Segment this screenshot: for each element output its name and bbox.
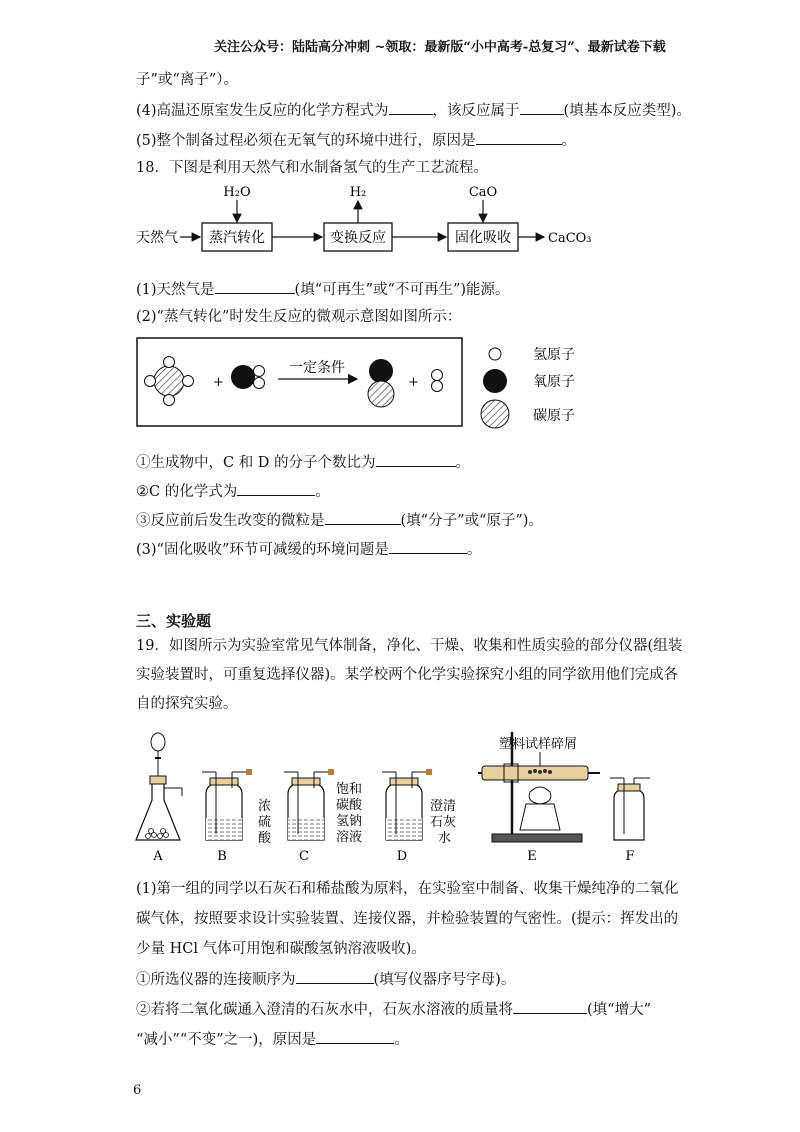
methane-molecule xyxy=(145,357,194,406)
part-1-sub1 xyxy=(136,969,515,990)
apparatus-c-text-3: 氢钠 xyxy=(336,814,363,829)
flow-top-label-3: CaO xyxy=(468,185,498,200)
sub3-text-a: ③反应前后发生改变的微粒是 xyxy=(136,513,325,529)
line-continuation: 子”或“离子”）。 xyxy=(136,72,238,88)
flow-output: CaCO₃ xyxy=(548,231,592,246)
q18-1-text-a: (1)天然气是 xyxy=(136,282,215,298)
apparatus-a xyxy=(136,733,182,864)
apparatus-d-text-3: 水 xyxy=(438,831,452,846)
part-1-line-3: 少量 HCl 气体可用饱和碳酸氢钠溶液吸收)。 xyxy=(136,941,426,957)
s2-text-c: “减小”“不变”之一)，原因是 xyxy=(136,1032,317,1048)
plus-sign: + xyxy=(213,375,224,390)
apparatus-f xyxy=(610,778,650,864)
question-18-title: 18．下图是利用天然气和水制备氢气的生产工艺流程。 xyxy=(136,160,488,176)
q4-text-a: (4)高温还原室发生反应的化学方程式为 xyxy=(136,103,389,119)
part-1-sub2-cont xyxy=(136,1029,409,1050)
apparatus-d-text-2: 石灰 xyxy=(430,815,457,830)
apparatus-c-text-1: 饱和 xyxy=(336,782,363,797)
question-5 xyxy=(136,130,576,151)
apparatus-label-e: E xyxy=(527,849,537,864)
flow-box-2-label: 变换反应 xyxy=(330,230,386,246)
question-19-line-1: 19．如图所示为实验室常见气体制备，净化、干燥、收集和性质实验的部分仪器(组装 xyxy=(136,638,683,654)
apparatus-e xyxy=(478,732,600,864)
q18-1-text-b: (填“可再生”或“不可再生”)能源。 xyxy=(294,282,510,298)
question-18-2-sub3 xyxy=(136,510,543,531)
question-18-2: (2)“蒸气转化”时发生反应的微观示意图如图所示： xyxy=(136,309,462,325)
sub2-text-b: 。 xyxy=(315,484,330,500)
apparatus-label-f: F xyxy=(625,849,635,864)
legend-carbon-icon xyxy=(481,400,509,428)
sub1-text-b: 。 xyxy=(455,455,471,471)
answer-blank[interactable] xyxy=(215,279,295,294)
section-title: 三、实验题 xyxy=(136,612,212,630)
flow-input: 天然气 xyxy=(136,230,178,246)
apparatus-label-a: A xyxy=(153,849,163,864)
part-1-line-2: 碳气体，按照要求设计实验装置、连接仪器，并检验装置的气密性。(提示：挥发出的 xyxy=(136,911,679,927)
apparatus-b xyxy=(202,769,272,864)
answer-blank[interactable] xyxy=(376,452,456,467)
answer-blank[interactable] xyxy=(520,100,564,115)
flow-top-label-2: H₂ xyxy=(349,185,367,200)
question-18-1 xyxy=(136,279,510,300)
s1-text-a: ①所选仪器的连接顺序为 xyxy=(136,972,296,988)
q4-text-b: ，该反应属于 xyxy=(432,103,520,119)
process-flow-diagram xyxy=(130,180,610,255)
s2-text-d: 。 xyxy=(394,1032,409,1048)
apparatus-e-text: 塑料试样碎屑 xyxy=(498,737,578,752)
answer-blank[interactable] xyxy=(389,539,467,554)
legend-hydrogen: 氢原子 xyxy=(533,347,575,363)
legend-carbon: 碳原子 xyxy=(533,408,575,424)
apparatus-b-text-3: 酸 xyxy=(258,831,272,846)
question-19-line-2: 实验装置时，可重复选择仪器)。某学校两个化学实验探究小组的同学欲用他们完成各 xyxy=(136,667,679,683)
q18-3-text-a: (3)“固化吸收”环节可减缓的环境问题是 xyxy=(136,542,389,558)
flow-top-label-1: H₂O xyxy=(223,185,251,200)
legend-oxygen: 氧原子 xyxy=(533,374,575,390)
micro-reaction-diagram xyxy=(135,335,605,435)
apparatus-b-text-2: 硫 xyxy=(258,815,272,830)
apparatus-figure xyxy=(130,722,670,867)
answer-blank[interactable] xyxy=(476,130,562,145)
q5-text-a: (5)整个制备过程必须在无氧气的环境中进行，原因是 xyxy=(136,133,476,149)
apparatus-b-text-1: 浓 xyxy=(258,799,272,814)
q5-text-b: 。 xyxy=(561,133,577,149)
s2-text-a: ②若将二氧化碳通入澄清的石灰水中，石灰水溶液的质量将 xyxy=(136,1002,513,1018)
flow-box-1-label: 蒸汽转化 xyxy=(209,230,265,246)
question-18-2-sub2 xyxy=(136,481,330,502)
plus-sign: + xyxy=(408,375,419,390)
page-number: 6 xyxy=(133,1083,142,1098)
part-1-line-1: (1)第一组的同学以石灰石和稀盐酸为原料，在实验室中制备、收集干燥纯净的二氧化 xyxy=(136,881,679,897)
apparatus-label-d: D xyxy=(396,849,408,864)
question-18-2-sub1 xyxy=(136,452,470,473)
apparatus-d xyxy=(382,769,456,864)
apparatus-c xyxy=(284,769,363,864)
apparatus-d-text-1: 澄清 xyxy=(430,799,457,814)
sub3-text-b: (填“分子”或“原子”)。 xyxy=(400,513,543,529)
answer-blank[interactable] xyxy=(389,100,433,115)
answer-blank[interactable] xyxy=(296,969,374,984)
apparatus-c-text-2: 碳酸 xyxy=(336,798,363,813)
sub2-text-a: ②C 的化学式为 xyxy=(136,484,238,500)
answer-blank[interactable] xyxy=(325,510,401,525)
part-1-sub2 xyxy=(136,999,651,1020)
legend-oxygen-icon xyxy=(483,369,507,393)
answer-blank[interactable] xyxy=(513,999,587,1014)
apparatus-label-c: C xyxy=(299,849,309,864)
hydrogen-molecule xyxy=(432,370,443,392)
question-19-line-3: 自的探究实验。 xyxy=(136,696,238,712)
flow-box-3-label: 固化吸收 xyxy=(455,230,511,246)
apparatus-c-text-4: 溶液 xyxy=(336,830,363,845)
answer-blank[interactable] xyxy=(237,481,315,496)
legend-hydrogen-icon xyxy=(489,348,501,360)
s2-text-b: (填“增大” xyxy=(587,1002,651,1018)
sub1-text-a: ①生成物中，C 和 D 的分子个数比为 xyxy=(136,455,376,471)
s1-text-b: (填写仪器序号字母)。 xyxy=(373,972,516,988)
page-header: 关注公众号：陆陆高分冲刺 ~领取：最新版“小中高考-总复习”、最新试卷下载 xyxy=(214,40,666,55)
question-18-3 xyxy=(136,539,481,560)
apparatus-label-b: B xyxy=(217,849,227,864)
q4-text-c: (填基本反应类型)。 xyxy=(563,103,691,119)
answer-blank[interactable] xyxy=(316,1029,394,1044)
question-4 xyxy=(136,100,691,121)
reaction-condition: 一定条件 xyxy=(289,360,345,376)
water-molecule xyxy=(231,365,265,389)
q18-3-text-b: 。 xyxy=(466,542,482,558)
co-molecule xyxy=(368,359,394,407)
